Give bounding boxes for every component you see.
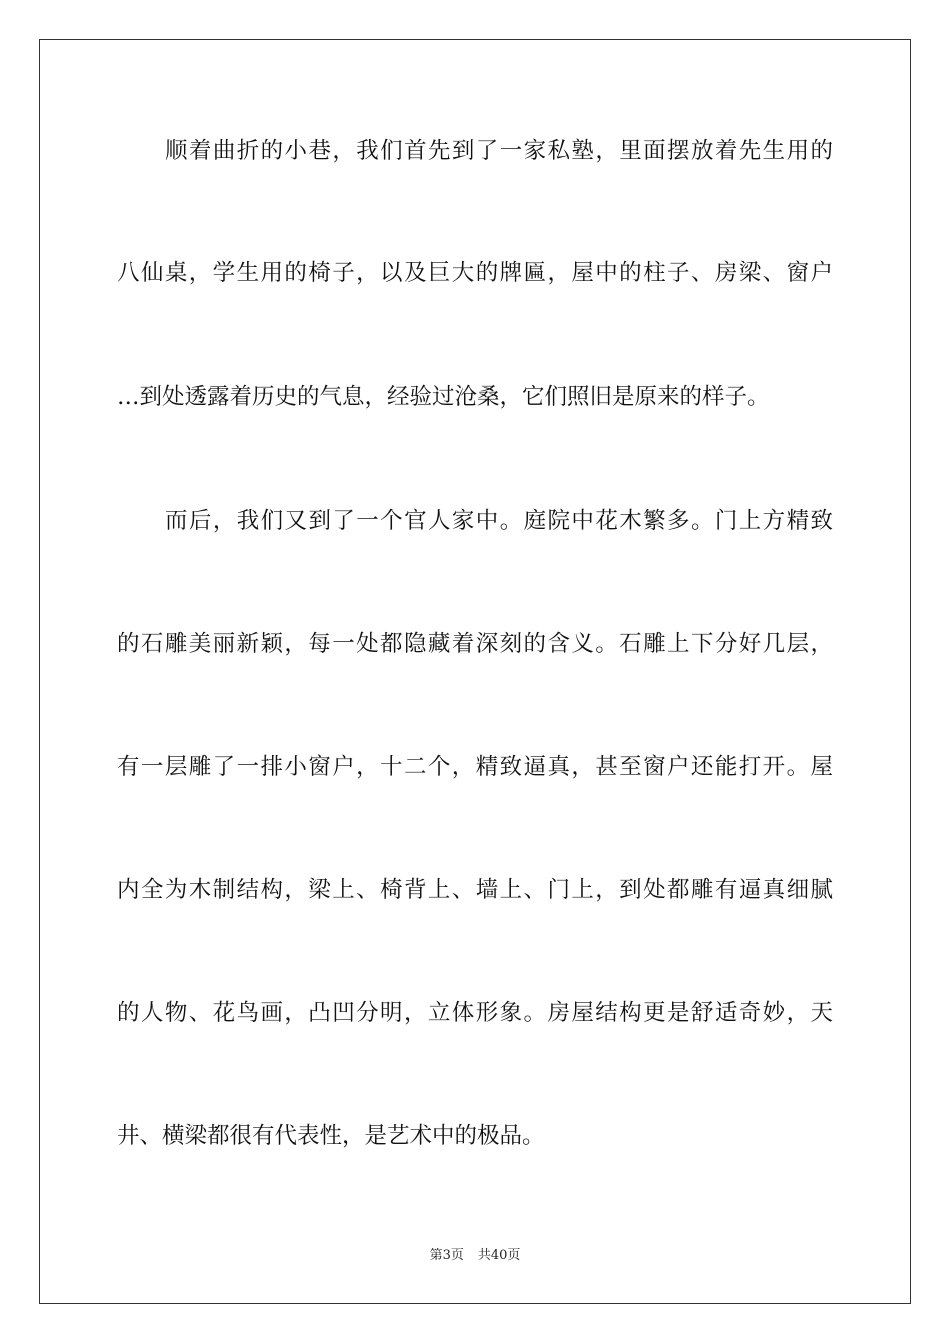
paragraph-2-line-5: 的人物、花鸟画，凸凹分明，立体形象。房屋结构更是舒适奇妙，天 (117, 1000, 833, 1026)
paragraph-2-line-3: 有一层雕了一排小窗户，十二个，精致逼真，甚至窗户还能打开。屋 (117, 754, 833, 780)
page-number: 第3页 (429, 1248, 464, 1263)
paragraph-2-line-6: 井、横梁都很有代表性，是艺术中的极品。 (117, 1123, 545, 1149)
page-footer (0, 1247, 950, 1265)
paragraph-2-line-2: 的石雕美丽新颖，每一处都隐藏着深刻的含义。石雕上下分好几层， (117, 631, 833, 657)
page-border (39, 39, 911, 1304)
paragraph-1-line-2: 八仙桌，学生用的椅子，以及巨大的牌匾，屋中的柱子、房梁、窗户 (117, 260, 833, 286)
paragraph-1-line-1: 顺着曲折的小巷，我们首先到了一家私塾，里面摆放着先生用的 (165, 138, 833, 164)
page-total: 共40页 (477, 1248, 521, 1263)
paragraph-2-line-1: 而后，我们又到了一个官人家中。庭院中花木繁多。门上方精致 (165, 508, 833, 534)
paragraph-2-line-4: 内全为木制结构，梁上、椅背上、墙上、门上，到处都雕有逼真细腻 (117, 877, 833, 903)
paragraph-1-line-3: …到处透露着历史的气息，经验过沧桑，它们照旧是原来的样子。 (117, 384, 770, 410)
